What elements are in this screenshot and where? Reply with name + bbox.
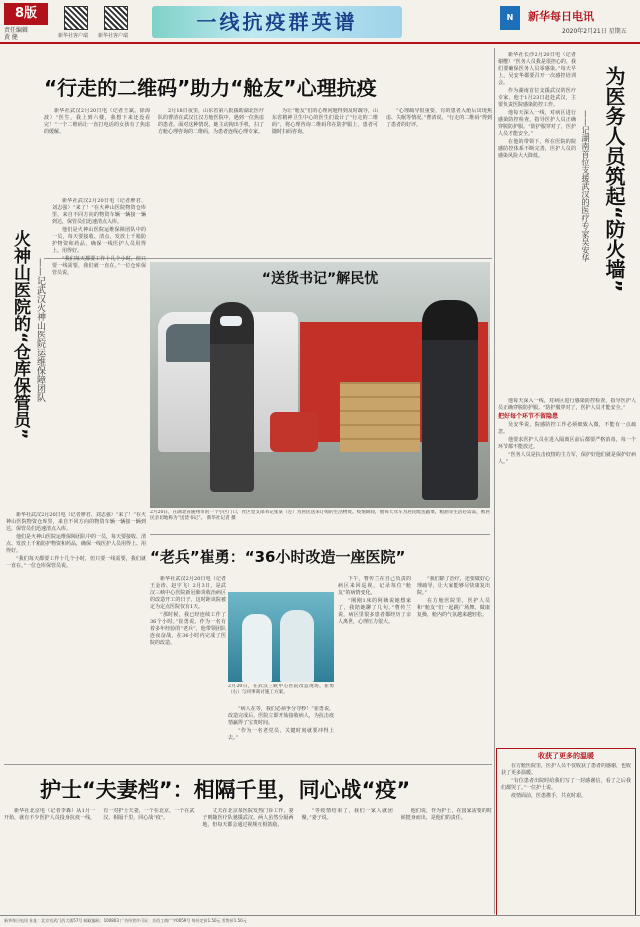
article4-paragraph: “那时候，我已经连续工作了36个小时。”崔勇说。作为一名有着多年经验的“老兵”，他带领团队连夜奋战，在36小时内完成了医院的改造。 bbox=[150, 612, 226, 646]
sidebar-body-bottom bbox=[498, 398, 636, 744]
sidebar-box-body bbox=[501, 763, 631, 913]
section-banner-text: 一线抗疫群英谱 bbox=[196, 10, 358, 34]
sidebar-paragraph: 在他的带领下，所在医院的院感防控体系不断完善，医护人员的感染风险大大降低。 bbox=[498, 139, 576, 159]
sidebar-paragraph: 吴安华说，院感防控工作必须细致入微，不能有一点疏忽。 bbox=[498, 422, 636, 435]
article5-paragraph: 新华社北京电（记者李森）从1月一开始，就有不少医护人员投身抗疫一线，有一对护士夫妻，一个在北京，一个在武汉，相隔千里，同心战“疫”。 bbox=[4, 808, 195, 821]
article2-body-lower bbox=[6, 512, 146, 708]
newspaper-logo-icon: N bbox=[500, 6, 520, 30]
footer: 新华每日电讯 社址：北京宣武门西大街57号 邮政编码：100803 广告经营许可证：京西工商广字0059号 每份定价1.50元 零售价1.50元 bbox=[0, 915, 640, 927]
article2-paragraph: 他们是火神山医院运维保障团队中的一员，每天要接收、清点、发放上千箱防护物资和药品，确保一线医护人员用得上、用得好。 bbox=[52, 227, 146, 254]
article4-title: “老兵”崔勇：“36小时改造一座医院” bbox=[150, 548, 406, 566]
article2-paragraph: “我们每天都要工作十几个小时，但只要一线需要，我们就一直在。”一位仓库保管员说。 bbox=[6, 556, 146, 569]
sidebar-box-title: 收获了更多的温暖 bbox=[538, 752, 594, 760]
person-left-image bbox=[210, 302, 254, 492]
article3-photo bbox=[150, 262, 490, 508]
article2-paragraph: 新华社武汉2月20日电（记者廖君、刘志强）“来了！”在火神山医院物资仓库里，来自不同方向的物资车辆一辆接一辆到达，保管员们迅速清点入库。 bbox=[52, 198, 146, 225]
article2-title: 火神山医院的“仓库保管员” bbox=[10, 230, 30, 440]
article5-paragraph: 他们说，作为护士，在国家需要的时候挺身而出，是他们的责任。 bbox=[400, 808, 492, 821]
sidebar-paragraph: 他每天深入一线，对病区进行感染防控检查，指导医护人员正确穿脱防护服。“防护服穿对了，医护人员才能安全。” bbox=[498, 398, 636, 411]
sidebar-box-paragraph: “有位患者出院时给我们写了一封感谢信，看了之后我们都哭了。”一位护士说。 bbox=[501, 778, 631, 791]
sidebar-title: 为医务人员筑起“防火墙” bbox=[602, 66, 626, 293]
divider bbox=[150, 534, 490, 535]
sidebar-paragraph: 他每天深入一线，对病区进行感染防控检查，指导医护人员正确穿脱防护服。“防护服穿对了，医护人员才能安全。” bbox=[498, 110, 576, 137]
article3-paragraph: 在方舱医院里，医护人员和“舱友”们一起跳广场舞、做康复操，舱内的气氛越来越轻松。 bbox=[417, 598, 490, 618]
page-number: 8版 bbox=[4, 3, 48, 25]
article4-paragraph: “作为一名老党员，关键时刻就要冲得上去。” bbox=[228, 728, 334, 741]
masthead bbox=[0, 0, 640, 44]
qr-label-right: 新华社客户端 bbox=[98, 33, 129, 39]
sidebar-box-paragraph: 在方舱医院里，医护人员不仅收获了患者的感谢，也收获了更多温暖。 bbox=[501, 763, 631, 776]
column-divider bbox=[494, 48, 495, 914]
article2-paragraph: 新华社武汉2月20日电（记者廖君、刘志强）“来了！”在火神山医院物资仓库里，来自不同方向的物资车辆一辆接一辆到达，保管员们迅速清点入库。 bbox=[6, 512, 146, 532]
sidebar-box-paragraph: 疫情面前，医患携手，共克时艰。 bbox=[511, 793, 587, 799]
article5-headline: 护士“夫妻档”：相隔千里，同心战“疫” bbox=[40, 778, 411, 802]
sidebar-paragraph: 他要求医护人员在进入隔离区前后都要严格消毒，每一个环节都不能放过。 bbox=[498, 437, 636, 450]
sidebar-subhead: 把好每个环节不留隐患 bbox=[498, 413, 559, 420]
medic-image bbox=[280, 610, 314, 682]
article2-paragraph: “我们每天都要工作十几个小时，但只要一线需要，我们就一直在。”一位仓库保管员说。 bbox=[52, 256, 146, 276]
article2-body bbox=[52, 198, 146, 510]
medic-image bbox=[242, 614, 272, 682]
article4-paragraph: 新华社武汉2月20日电（记者王金涛、赵宇飞）2月3日，是武汉三峡中心医院新冠肺炎收治病区的改造开工的日子，这时距该院被定为定点医院仅有1天。 bbox=[150, 576, 226, 610]
qr-code-icon[interactable] bbox=[104, 6, 128, 30]
article5-paragraph: “等疫情结束了，我们一家人就团聚。”妻子说。 bbox=[301, 808, 393, 821]
article3-paragraph: “我们除了治疗，还要做好心理疏导，让大家能够尽快康复出院。” bbox=[417, 576, 490, 596]
mask-image bbox=[220, 316, 242, 326]
article2-deck: ——记武汉火神山医院运维保障团队 bbox=[35, 258, 45, 402]
article2-paragraph: 他们是火神山医院运维保障团队中的一员，每天要接收、清点、发放上千箱防护物资和药品，确保一线医护人员用得上、用得好。 bbox=[6, 534, 146, 554]
sidebar-box bbox=[496, 748, 636, 916]
article5-paragraph: 丈夫在北京某医院发热门诊工作，妻子则随医疗队驰援武汉。两人虽然分隔两地，但每天都会通过视频互相鼓励。 bbox=[202, 808, 294, 828]
paper-date: 2020年2月21日 星期五 bbox=[562, 28, 627, 35]
paper-name: 新华每日电讯 bbox=[528, 10, 594, 23]
article4-body-col1 bbox=[150, 576, 226, 760]
sidebar-deck: ——记湖南首位支援武汉的医疗专家吴安华 bbox=[581, 110, 590, 262]
article4-paragraph: “病人在等，我们必须争分夺秒！”崔勇说，改造完成后，医院立即开始接收病人，为抗击疫情赢得了宝贵时间。 bbox=[228, 706, 334, 726]
red-bag-image bbox=[270, 412, 318, 452]
divider bbox=[4, 764, 492, 765]
article3-caption bbox=[150, 510, 490, 532]
article1-paragraph: 新华社武汉2月20日电（记者王斌、徐海波）“医生，我上到六楼，我想下来还没看完！”一个二维码让一直打电话的女孩有了焦虑的缓解。 bbox=[44, 108, 150, 135]
editors: 责任编辑 黄 健 bbox=[4, 27, 29, 41]
egg-crates-image bbox=[340, 382, 420, 452]
person-right-image bbox=[422, 300, 478, 500]
article1-paragraph: “心理疏导很重要，有的患者入舱后出现焦虑、失眠等情况。”曹清说，“行走的二维码”得到了患者的好评。 bbox=[386, 108, 492, 128]
qr-label-left: 新华社客户端 bbox=[58, 33, 89, 39]
qr-code-icon[interactable] bbox=[64, 6, 88, 30]
article3-body bbox=[338, 576, 490, 760]
article5-body bbox=[4, 808, 492, 912]
article4-caption: 2月20日，在武汉三峡中心医院改造现场，崔勇（右）与同事商讨施工方案。 bbox=[228, 684, 334, 695]
sidebar-body-top bbox=[498, 52, 576, 396]
article3-credit: 新华社记者 摄 bbox=[206, 516, 236, 521]
sidebar-paragraph: 作为湖南首位支援武汉的医疗专家，他于1月23日赶赴武汉，主要负责医院感染防控工作。 bbox=[498, 88, 576, 108]
article1-paragraph: 2月18日夜里，山东省第八批援助湖北医疗队的曹清在武汉江汉方舱医院中，遇到一位焦虑的患者。面对这种情况，她主动掏出手机，扫了方舱心理咨询的二维码，为患者连线心理专家。 bbox=[158, 108, 264, 135]
article3-title: “送货书记”解民忧 bbox=[261, 271, 379, 287]
article3-paragraph: 下午，曹传兰在自己负责的病区来回巡视，记录每位“舱友”的病情变化。 bbox=[338, 576, 411, 596]
article4-body-col2 bbox=[228, 706, 334, 760]
article4-photo bbox=[228, 592, 334, 682]
article3-caption-text: 2月20日，在湖北省随州市的一个小区门口，社区党支部书记张某（左）为居民送来订购的生活物资。疫情期间，他每天驾车为居民配送蔬菜、粮油等生活必需品，被居民亲切地称为“送货书记”。 bbox=[150, 510, 490, 521]
article3-paragraph: “刚刚1床的阿姨说她想家了，我陪她聊了几句。”曹传兰说，病区里很多患者都经历了亲人离世，心理压力很大。 bbox=[338, 598, 411, 625]
article1-paragraph: 为让“舱友”们的心理问题得到及时疏导，山东省精神卫生中心的医生们设计了“行走的二维码”，将心理咨询二维码印在防护服上，患者可随时扫码咨询。 bbox=[272, 108, 378, 135]
section-banner bbox=[152, 6, 402, 38]
sidebar-paragraph: “医务人员是抗击疫情的主力军，保护好他们就是保护好病人。” bbox=[498, 452, 636, 465]
sidebar-paragraph: 新华社长沙2月20日电（记者谢樱）“医务人员我是很担心的，我们要确保医务人员零感染。”每天早上，吴安华都要召开一次感控培训会。 bbox=[498, 52, 576, 86]
article1-headline: “行走的二维码”助力“舱友”心理抗疫 bbox=[44, 76, 377, 100]
